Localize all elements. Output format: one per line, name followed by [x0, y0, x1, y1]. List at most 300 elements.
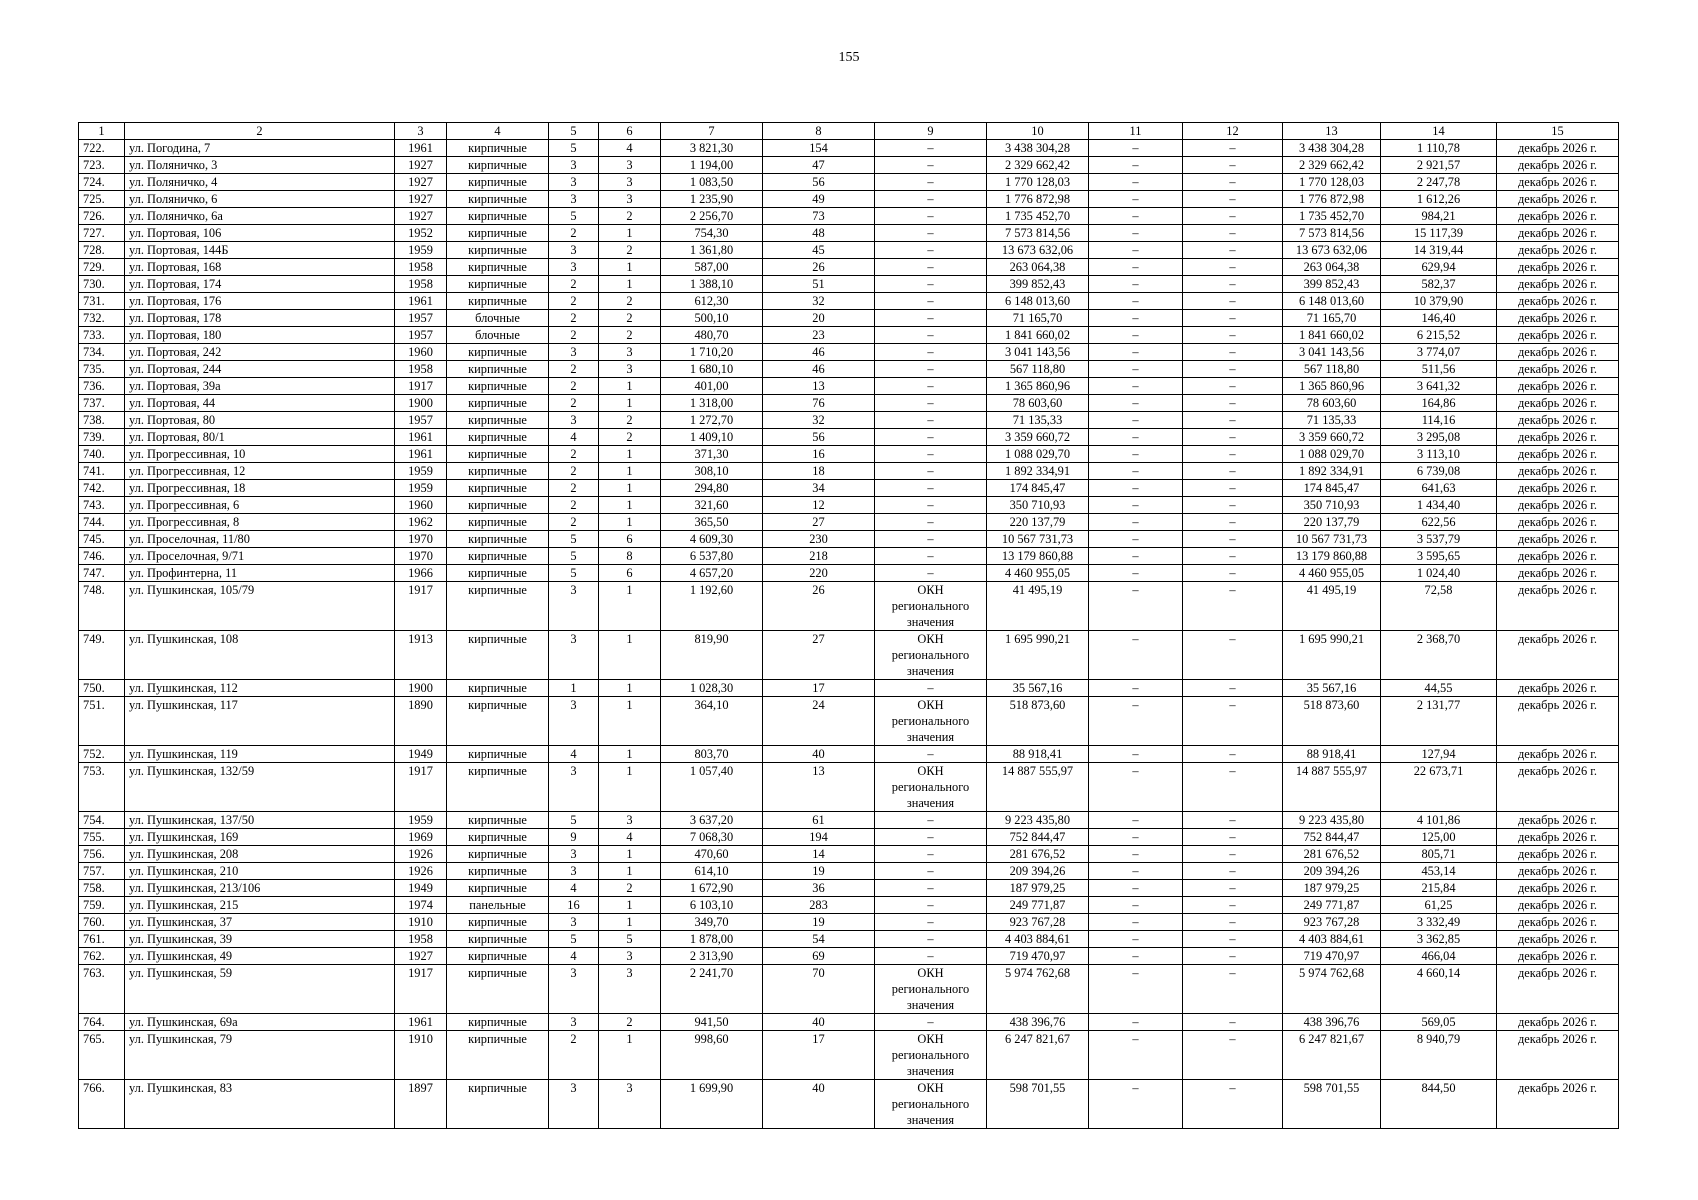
table-row	[79, 242, 1619, 259]
wall-material-cell: кирпичные	[447, 948, 549, 965]
fund-cost-cell: –	[1089, 463, 1183, 480]
cost-per-m2-cell: 10 379,90	[1381, 293, 1497, 310]
completion-date-cell: декабрь 2026 г.	[1497, 395, 1619, 412]
owner-cost-cell: 6 148 013,60	[1283, 293, 1381, 310]
address-cell: ул. Проселочная, 11/80	[125, 531, 395, 548]
column-header: 15	[1497, 123, 1619, 140]
build-year-cell: 1970	[395, 548, 447, 565]
floors-cell: 4	[549, 746, 599, 763]
address-cell: ул. Портовая, 174	[125, 276, 395, 293]
residents-cell: 283	[763, 897, 875, 914]
owner-cost-cell: 752 844,47	[1283, 829, 1381, 846]
owner-cost-cell: 10 567 731,73	[1283, 531, 1381, 548]
address-cell: ул. Погодина, 7	[125, 140, 395, 157]
build-year-cell: 1927	[395, 948, 447, 965]
okn-status-cell: –	[875, 157, 987, 174]
row-number-cell: 749.	[79, 631, 125, 680]
total-cost-cell: 71 135,33	[987, 412, 1089, 429]
owner-cost-cell: 13 179 860,88	[1283, 548, 1381, 565]
address-cell: ул. Пушкинская, 59	[125, 965, 395, 1014]
build-year-cell: 1961	[395, 446, 447, 463]
budget-cost-cell: –	[1183, 1014, 1283, 1031]
table-row	[79, 548, 1619, 565]
wall-material-cell: кирпичные	[447, 276, 549, 293]
build-year-cell: 1958	[395, 361, 447, 378]
address-cell: ул. Пушкинская, 208	[125, 846, 395, 863]
total-area-cell: 1 672,90	[661, 880, 763, 897]
build-year-cell: 1900	[395, 395, 447, 412]
fund-cost-cell: –	[1089, 680, 1183, 697]
row-number-cell: 758.	[79, 880, 125, 897]
build-year-cell: 1927	[395, 208, 447, 225]
total-area-cell: 401,00	[661, 378, 763, 395]
table-row	[79, 565, 1619, 582]
column-header: 8	[763, 123, 875, 140]
table-row	[79, 631, 1619, 680]
completion-date-cell: декабрь 2026 г.	[1497, 565, 1619, 582]
completion-date-cell: декабрь 2026 г.	[1497, 378, 1619, 395]
owner-cost-cell: 1 695 990,21	[1283, 631, 1381, 680]
cost-per-m2-cell: 3 362,85	[1381, 931, 1497, 948]
completion-date-cell: декабрь 2026 г.	[1497, 276, 1619, 293]
floors-cell: 3	[549, 1014, 599, 1031]
okn-status-cell: –	[875, 931, 987, 948]
budget-cost-cell: –	[1183, 863, 1283, 880]
budget-cost-cell: –	[1183, 242, 1283, 259]
row-number-cell: 744.	[79, 514, 125, 531]
row-number-cell: 732.	[79, 310, 125, 327]
wall-material-cell: кирпичные	[447, 208, 549, 225]
row-number-cell: 763.	[79, 965, 125, 1014]
entrances-cell: 1	[599, 259, 661, 276]
okn-status-cell: ОКН регионального значения	[875, 582, 987, 631]
floors-cell: 2	[549, 327, 599, 344]
table-row	[79, 497, 1619, 514]
table-row	[79, 746, 1619, 763]
fund-cost-cell: –	[1089, 880, 1183, 897]
completion-date-cell: декабрь 2026 г.	[1497, 463, 1619, 480]
residents-cell: 194	[763, 829, 875, 846]
residents-cell: 61	[763, 812, 875, 829]
floors-cell: 3	[549, 344, 599, 361]
wall-material-cell: кирпичные	[447, 846, 549, 863]
entrances-cell: 2	[599, 310, 661, 327]
completion-date-cell: декабрь 2026 г.	[1497, 697, 1619, 746]
floors-cell: 3	[549, 412, 599, 429]
address-cell: ул. Прогрессивная, 12	[125, 463, 395, 480]
entrances-cell: 1	[599, 863, 661, 880]
build-year-cell: 1959	[395, 242, 447, 259]
build-year-cell: 1966	[395, 565, 447, 582]
owner-cost-cell: 438 396,76	[1283, 1014, 1381, 1031]
total-area-cell: 364,10	[661, 697, 763, 746]
residents-cell: 48	[763, 225, 875, 242]
build-year-cell: 1958	[395, 259, 447, 276]
wall-material-cell: кирпичные	[447, 174, 549, 191]
total-cost-cell: 281 676,52	[987, 846, 1089, 863]
total-cost-cell: 3 438 304,28	[987, 140, 1089, 157]
address-cell: ул. Пушкинская, 37	[125, 914, 395, 931]
cost-per-m2-cell: 215,84	[1381, 880, 1497, 897]
entrances-cell: 6	[599, 531, 661, 548]
total-area-cell: 321,60	[661, 497, 763, 514]
owner-cost-cell: 923 767,28	[1283, 914, 1381, 931]
total-area-cell: 1 272,70	[661, 412, 763, 429]
table-row	[79, 395, 1619, 412]
entrances-cell: 3	[599, 344, 661, 361]
address-cell: ул. Пушкинская, 132/59	[125, 763, 395, 812]
wall-material-cell: кирпичные	[447, 514, 549, 531]
cost-per-m2-cell: 1 612,26	[1381, 191, 1497, 208]
wall-material-cell: кирпичные	[447, 140, 549, 157]
table-row	[79, 157, 1619, 174]
address-cell: ул. Портовая, 80/1	[125, 429, 395, 446]
total-cost-cell: 220 137,79	[987, 514, 1089, 531]
total-cost-cell: 71 165,70	[987, 310, 1089, 327]
completion-date-cell: декабрь 2026 г.	[1497, 914, 1619, 931]
wall-material-cell: кирпичные	[447, 880, 549, 897]
row-number-cell: 731.	[79, 293, 125, 310]
table-row	[79, 480, 1619, 497]
budget-cost-cell: –	[1183, 531, 1283, 548]
okn-status-cell: –	[875, 1014, 987, 1031]
total-cost-cell: 350 710,93	[987, 497, 1089, 514]
owner-cost-cell: 209 394,26	[1283, 863, 1381, 880]
row-number-cell: 725.	[79, 191, 125, 208]
wall-material-cell: кирпичные	[447, 361, 549, 378]
total-area-cell: 754,30	[661, 225, 763, 242]
okn-status-cell: –	[875, 480, 987, 497]
budget-cost-cell: –	[1183, 225, 1283, 242]
floors-cell: 4	[549, 429, 599, 446]
address-cell: ул. Портовая, 176	[125, 293, 395, 310]
table-row	[79, 763, 1619, 812]
entrances-cell: 8	[599, 548, 661, 565]
build-year-cell: 1926	[395, 846, 447, 863]
table-row	[79, 259, 1619, 276]
row-number-cell: 723.	[79, 157, 125, 174]
wall-material-cell: кирпичные	[447, 225, 549, 242]
completion-date-cell: декабрь 2026 г.	[1497, 1031, 1619, 1080]
okn-status-cell: –	[875, 191, 987, 208]
residents-cell: 27	[763, 514, 875, 531]
completion-date-cell: декабрь 2026 г.	[1497, 880, 1619, 897]
owner-cost-cell: 3 359 660,72	[1283, 429, 1381, 446]
entrances-cell: 2	[599, 412, 661, 429]
okn-status-cell: –	[875, 812, 987, 829]
table-row	[79, 582, 1619, 631]
fund-cost-cell: –	[1089, 746, 1183, 763]
build-year-cell: 1917	[395, 378, 447, 395]
address-cell: ул. Портовая, 180	[125, 327, 395, 344]
row-number-cell: 733.	[79, 327, 125, 344]
total-cost-cell: 518 873,60	[987, 697, 1089, 746]
entrances-cell: 3	[599, 174, 661, 191]
row-number-cell: 743.	[79, 497, 125, 514]
residents-cell: 51	[763, 276, 875, 293]
okn-status-cell: –	[875, 378, 987, 395]
address-cell: ул. Прогрессивная, 18	[125, 480, 395, 497]
row-number-cell: 726.	[79, 208, 125, 225]
owner-cost-cell: 71 165,70	[1283, 310, 1381, 327]
total-area-cell: 1 028,30	[661, 680, 763, 697]
floors-cell: 2	[549, 1031, 599, 1080]
completion-date-cell: декабрь 2026 г.	[1497, 480, 1619, 497]
fund-cost-cell: –	[1089, 565, 1183, 582]
wall-material-cell: кирпичные	[447, 548, 549, 565]
total-cost-cell: 1 892 334,91	[987, 463, 1089, 480]
entrances-cell: 1	[599, 395, 661, 412]
fund-cost-cell: –	[1089, 395, 1183, 412]
fund-cost-cell: –	[1089, 931, 1183, 948]
budget-cost-cell: –	[1183, 965, 1283, 1014]
table-row	[79, 1031, 1619, 1080]
cost-per-m2-cell: 72,58	[1381, 582, 1497, 631]
table-row	[79, 863, 1619, 880]
build-year-cell: 1927	[395, 191, 447, 208]
cost-per-m2-cell: 15 117,39	[1381, 225, 1497, 242]
total-area-cell: 308,10	[661, 463, 763, 480]
table-row	[79, 412, 1619, 429]
budget-cost-cell: –	[1183, 565, 1283, 582]
fund-cost-cell: –	[1089, 208, 1183, 225]
fund-cost-cell: –	[1089, 140, 1183, 157]
owner-cost-cell: 71 135,33	[1283, 412, 1381, 429]
total-area-cell: 819,90	[661, 631, 763, 680]
cost-per-m2-cell: 582,37	[1381, 276, 1497, 293]
floors-cell: 5	[549, 812, 599, 829]
total-cost-cell: 6 148 013,60	[987, 293, 1089, 310]
completion-date-cell: декабрь 2026 г.	[1497, 931, 1619, 948]
table-row	[79, 697, 1619, 746]
okn-status-cell: –	[875, 497, 987, 514]
row-number-cell: 764.	[79, 1014, 125, 1031]
entrances-cell: 2	[599, 880, 661, 897]
fund-cost-cell: –	[1089, 829, 1183, 846]
budget-cost-cell: –	[1183, 157, 1283, 174]
row-number-cell: 745.	[79, 531, 125, 548]
owner-cost-cell: 4 460 955,05	[1283, 565, 1381, 582]
row-number-cell: 761.	[79, 931, 125, 948]
okn-status-cell: –	[875, 829, 987, 846]
address-cell: ул. Портовая, 106	[125, 225, 395, 242]
fund-cost-cell: –	[1089, 480, 1183, 497]
fund-cost-cell: –	[1089, 965, 1183, 1014]
build-year-cell: 1958	[395, 276, 447, 293]
residents-cell: 220	[763, 565, 875, 582]
column-number-header-row	[79, 123, 1619, 140]
address-cell: ул. Портовая, 44	[125, 395, 395, 412]
total-area-cell: 349,70	[661, 914, 763, 931]
cost-per-m2-cell: 8 940,79	[1381, 1031, 1497, 1080]
row-number-cell: 737.	[79, 395, 125, 412]
residents-cell: 23	[763, 327, 875, 344]
row-number-cell: 747.	[79, 565, 125, 582]
wall-material-cell: кирпичные	[447, 344, 549, 361]
total-area-cell: 998,60	[661, 1031, 763, 1080]
entrances-cell: 2	[599, 293, 661, 310]
total-area-cell: 803,70	[661, 746, 763, 763]
total-cost-cell: 4 460 955,05	[987, 565, 1089, 582]
okn-status-cell: –	[875, 310, 987, 327]
residents-cell: 56	[763, 174, 875, 191]
residents-cell: 76	[763, 395, 875, 412]
total-area-cell: 4 657,20	[661, 565, 763, 582]
entrances-cell: 3	[599, 191, 661, 208]
floors-cell: 2	[549, 446, 599, 463]
address-cell: ул. Профинтерна, 11	[125, 565, 395, 582]
total-cost-cell: 249 771,87	[987, 897, 1089, 914]
fund-cost-cell: –	[1089, 1014, 1183, 1031]
entrances-cell: 1	[599, 225, 661, 242]
fund-cost-cell: –	[1089, 582, 1183, 631]
cost-per-m2-cell: 146,40	[1381, 310, 1497, 327]
floors-cell: 3	[549, 259, 599, 276]
address-cell: ул. Пушкинская, 83	[125, 1080, 395, 1129]
table-row	[79, 310, 1619, 327]
completion-date-cell: декабрь 2026 г.	[1497, 812, 1619, 829]
cost-per-m2-cell: 629,94	[1381, 259, 1497, 276]
cost-per-m2-cell: 3 641,32	[1381, 378, 1497, 395]
fund-cost-cell: –	[1089, 225, 1183, 242]
cost-per-m2-cell: 3 295,08	[1381, 429, 1497, 446]
floors-cell: 3	[549, 697, 599, 746]
address-cell: ул. Пушкинская, 215	[125, 897, 395, 914]
row-number-cell: 756.	[79, 846, 125, 863]
budget-cost-cell: –	[1183, 514, 1283, 531]
completion-date-cell: декабрь 2026 г.	[1497, 174, 1619, 191]
address-cell: ул. Пушкинская, 79	[125, 1031, 395, 1080]
total-cost-cell: 35 567,16	[987, 680, 1089, 697]
address-cell: ул. Портовая, 144Б	[125, 242, 395, 259]
address-cell: ул. Пушкинская, 112	[125, 680, 395, 697]
wall-material-cell: кирпичные	[447, 812, 549, 829]
residents-cell: 36	[763, 880, 875, 897]
column-header: 6	[599, 123, 661, 140]
address-cell: ул. Пушкинская, 169	[125, 829, 395, 846]
wall-material-cell: кирпичные	[447, 412, 549, 429]
floors-cell: 3	[549, 191, 599, 208]
wall-material-cell: кирпичные	[447, 680, 549, 697]
build-year-cell: 1952	[395, 225, 447, 242]
entrances-cell: 1	[599, 378, 661, 395]
page-number: 155	[838, 50, 860, 65]
okn-status-cell: –	[875, 446, 987, 463]
okn-status-cell: –	[875, 880, 987, 897]
floors-cell: 2	[549, 361, 599, 378]
table-row	[79, 463, 1619, 480]
cost-per-m2-cell: 2 368,70	[1381, 631, 1497, 680]
row-number-cell: 722.	[79, 140, 125, 157]
row-number-cell: 751.	[79, 697, 125, 746]
fund-cost-cell: –	[1089, 174, 1183, 191]
total-area-cell: 6 103,10	[661, 897, 763, 914]
entrances-cell: 1	[599, 763, 661, 812]
build-year-cell: 1959	[395, 480, 447, 497]
row-number-cell: 730.	[79, 276, 125, 293]
cost-per-m2-cell: 3 774,07	[1381, 344, 1497, 361]
completion-date-cell: декабрь 2026 г.	[1497, 1014, 1619, 1031]
budget-cost-cell: –	[1183, 395, 1283, 412]
address-cell: ул. Пушкинская, 39	[125, 931, 395, 948]
total-area-cell: 500,10	[661, 310, 763, 327]
budget-cost-cell: –	[1183, 191, 1283, 208]
residents-cell: 40	[763, 746, 875, 763]
build-year-cell: 1957	[395, 412, 447, 429]
budget-cost-cell: –	[1183, 208, 1283, 225]
okn-status-cell: –	[875, 259, 987, 276]
residents-cell: 32	[763, 412, 875, 429]
budget-cost-cell: –	[1183, 293, 1283, 310]
address-cell: ул. Портовая, 80	[125, 412, 395, 429]
owner-cost-cell: 1 770 128,03	[1283, 174, 1381, 191]
floors-cell: 2	[549, 293, 599, 310]
fund-cost-cell: –	[1089, 897, 1183, 914]
entrances-cell: 1	[599, 697, 661, 746]
entrances-cell: 1	[599, 914, 661, 931]
residents-cell: 24	[763, 697, 875, 746]
completion-date-cell: декабрь 2026 г.	[1497, 531, 1619, 548]
completion-date-cell: декабрь 2026 г.	[1497, 680, 1619, 697]
table-row	[79, 276, 1619, 293]
total-area-cell: 480,70	[661, 327, 763, 344]
row-number-cell: 748.	[79, 582, 125, 631]
owner-cost-cell: 1 088 029,70	[1283, 446, 1381, 463]
floors-cell: 2	[549, 395, 599, 412]
floors-cell: 3	[549, 582, 599, 631]
budget-cost-cell: –	[1183, 378, 1283, 395]
entrances-cell: 3	[599, 812, 661, 829]
budget-cost-cell: –	[1183, 763, 1283, 812]
residents-cell: 54	[763, 931, 875, 948]
completion-date-cell: декабрь 2026 г.	[1497, 446, 1619, 463]
total-area-cell: 1 235,90	[661, 191, 763, 208]
table-row	[79, 140, 1619, 157]
completion-date-cell: декабрь 2026 г.	[1497, 361, 1619, 378]
residents-cell: 12	[763, 497, 875, 514]
build-year-cell: 1960	[395, 497, 447, 514]
address-cell: ул. Пушкинская, 108	[125, 631, 395, 680]
row-number-cell: 729.	[79, 259, 125, 276]
entrances-cell: 1	[599, 680, 661, 697]
wall-material-cell: кирпичные	[447, 446, 549, 463]
fund-cost-cell: –	[1089, 259, 1183, 276]
total-cost-cell: 10 567 731,73	[987, 531, 1089, 548]
budget-cost-cell: –	[1183, 429, 1283, 446]
entrances-cell: 1	[599, 446, 661, 463]
fund-cost-cell: –	[1089, 378, 1183, 395]
owner-cost-cell: 1 892 334,91	[1283, 463, 1381, 480]
wall-material-cell: кирпичные	[447, 829, 549, 846]
wall-material-cell: кирпичные	[447, 480, 549, 497]
floors-cell: 3	[549, 631, 599, 680]
build-year-cell: 1959	[395, 812, 447, 829]
floors-cell: 5	[549, 140, 599, 157]
table-row	[79, 1080, 1619, 1129]
okn-status-cell: –	[875, 225, 987, 242]
total-cost-cell: 399 852,43	[987, 276, 1089, 293]
entrances-cell: 3	[599, 965, 661, 1014]
entrances-cell: 2	[599, 327, 661, 344]
budget-cost-cell: –	[1183, 948, 1283, 965]
owner-cost-cell: 7 573 814,56	[1283, 225, 1381, 242]
address-cell: ул. Портовая, 168	[125, 259, 395, 276]
build-year-cell: 1961	[395, 429, 447, 446]
entrances-cell: 1	[599, 497, 661, 514]
address-cell: ул. Пушкинская, 105/79	[125, 582, 395, 631]
okn-status-cell: –	[875, 548, 987, 565]
cost-per-m2-cell: 511,56	[1381, 361, 1497, 378]
